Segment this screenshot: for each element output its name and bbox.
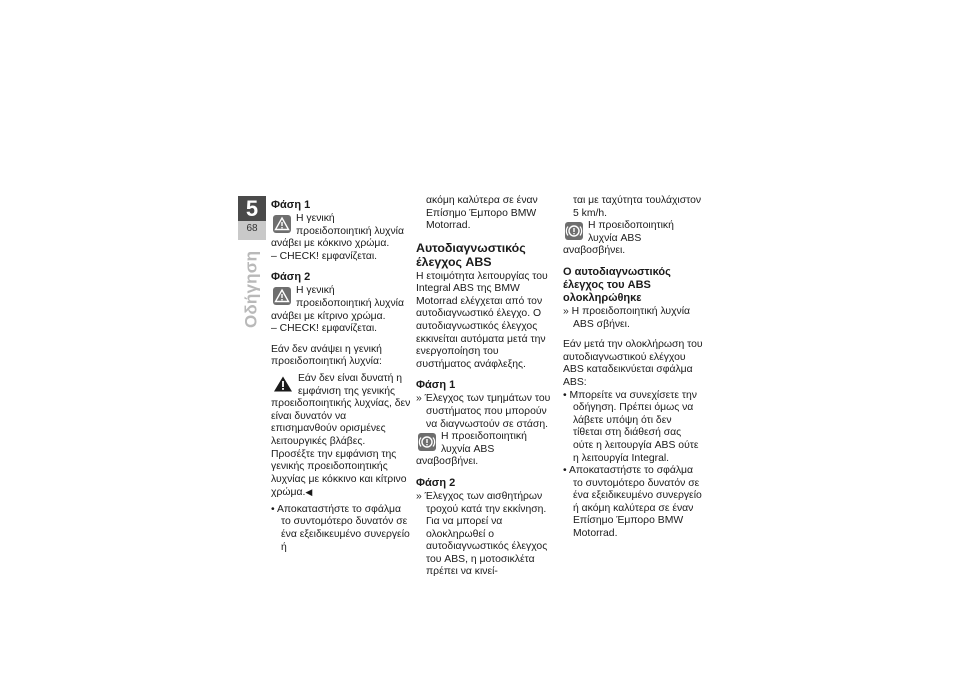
abs-phase1-light-para bbox=[416, 431, 556, 469]
abs-light-text: Η προειδοποιητική λυχνία ABS αναβοσβήνει. bbox=[563, 220, 674, 257]
bullet1-text: Αποκαταστήστε το σφάλμα το συντομότερο δυνατόν σε ένα εξειδικευμένο συνεργείο ή bbox=[276, 503, 410, 553]
selftest-done-step: Η προειδοποιητική λυχνία ABS σβήνει. bbox=[571, 305, 691, 330]
continued-text: ται με ταχύτητα τουλάχιστον 5 km/h. bbox=[573, 195, 702, 219]
column-2 bbox=[416, 195, 556, 579]
chapter-tab bbox=[238, 196, 266, 240]
selftest-done-heading: Ο αυτοδιαγνωστικός έλεγχος του ABS ολοκληρώθηκε bbox=[563, 265, 671, 304]
dash-marker: – bbox=[271, 323, 277, 335]
abs-phase1-light-text: Η προειδοποιητική λυχνία ABS αναβοσβήνει. bbox=[416, 431, 527, 468]
abs-intro-text: Η ετοιμότητα λειτουργίας του Integral ABS της BMW Motorrad ελέγχεται από τον αυτοδιαγνωστικό έλεγχο. Ο αυτοδιαγνωστικός έλεγχος εκκινείται αυτόματα μετά την ενεργοποίηση του συστήματος ανάφλεξης. bbox=[416, 270, 548, 370]
bullet1-text: Μπορείτε να συνεχίσετε την οδήγηση. Πρέπει όμως να λάβετε υπόψη ότι δεν τίθεται στη διάθεσή σας ούτε η λειτουργία ABS ούτε η λειτουργία Integral. bbox=[569, 389, 699, 464]
phase2-check-text: CHECK! εμφανίζεται. bbox=[279, 323, 378, 335]
chapter-number: 5 bbox=[238, 196, 266, 221]
abs-warning-light-icon bbox=[418, 433, 436, 451]
general-warning-light-icon bbox=[273, 215, 291, 233]
abs-warning-light-icon bbox=[565, 222, 583, 240]
bullet-marker: • bbox=[563, 389, 567, 401]
abs-phase2-heading: Φάση 2 bbox=[416, 476, 456, 489]
abs-phase1-heading: Φάση 1 bbox=[416, 379, 456, 392]
abs-phase2-step: Έλεγχος των αισθητήρων τροχού κατά την εκκίνηση. Για να μπορεί να ολοκληρωθεί ο αυτοδιαγνωστικός έλεγχος του ABS, η μοτοσικλέτα πρέπει να κινεί- bbox=[424, 490, 548, 578]
abs-fault-text: Εάν μετά την ολοκλήρωση του αυτοδιαγνωστικού ελέγχου ABS καταδεικνύεται σφάλμα ABS: bbox=[563, 339, 703, 388]
arrow-marker: » bbox=[416, 490, 422, 502]
warning-triangle-icon bbox=[273, 375, 293, 393]
bullet-marker: • bbox=[271, 503, 275, 515]
arrow-marker: » bbox=[563, 305, 569, 317]
warning-text: Εάν δεν είναι δυνατή η εμφάνιση της γενικής προειδοποιητικής λυχνίας, δεν είναι δυνατόν να επισημανθούν ορισμένες λειτουργικές βλάβες. Προσέξτε την εμφάνιση της γενικής προειδοποιητικής λυχνίας με κόκκινο και κίτρινο χρώμα. bbox=[271, 372, 411, 499]
warning-para bbox=[271, 373, 411, 500]
phase1-light-para bbox=[271, 213, 411, 251]
end-mark-icon: ◀ bbox=[305, 487, 313, 498]
phase1-check-text: CHECK! εμφανίζεται. bbox=[279, 250, 378, 262]
phase2-light-text: Η γενική προειδοποιητική λυχνία ανάβει με κίτρινο χρώμα. bbox=[271, 285, 404, 322]
page-number: 68 bbox=[246, 223, 258, 234]
chapter-title: Οδήγηση bbox=[241, 250, 261, 328]
abs-selftest-heading: Αυτοδιαγνωστικός έλεγχος ABS bbox=[416, 240, 526, 270]
column-1 bbox=[271, 199, 411, 554]
phase2-heading: Φάση 2 bbox=[271, 271, 311, 284]
phase1-light-text: Η γενική προειδοποιητική λυχνία ανάβει με κόκκινο χρώμα. bbox=[271, 213, 404, 250]
abs-light-para bbox=[563, 220, 703, 258]
no-light-text: Εάν δεν ανάψει η γενική προειδοποιητική λυχνία: bbox=[271, 343, 382, 368]
phase1-heading: Φάση 1 bbox=[271, 199, 311, 211]
bullet-marker: • bbox=[563, 465, 567, 477]
phase2-light-para bbox=[271, 285, 411, 323]
column-3 bbox=[563, 195, 703, 541]
abs-phase1-step: Έλεγχος των τμημάτων του συστήματος που μπορούν να διαγνωστούν σε στάση. bbox=[424, 393, 551, 430]
general-warning-light-icon bbox=[273, 287, 291, 305]
continued-text: ακόμη καλύτερα σε έναν Επίσημο Έμπορο BMW Motorrad. bbox=[426, 195, 538, 232]
dash-marker: – bbox=[271, 250, 277, 262]
arrow-marker: » bbox=[416, 393, 422, 405]
bullet2-text: Αποκαταστήστε το σφάλμα το συντομότερο δυνατόν σε ένα εξειδικευμένο συνεργείο ή ακόμη καλύτερα σε έναν Επίσημο Έμπορο BMW Motorrad. bbox=[568, 465, 702, 540]
